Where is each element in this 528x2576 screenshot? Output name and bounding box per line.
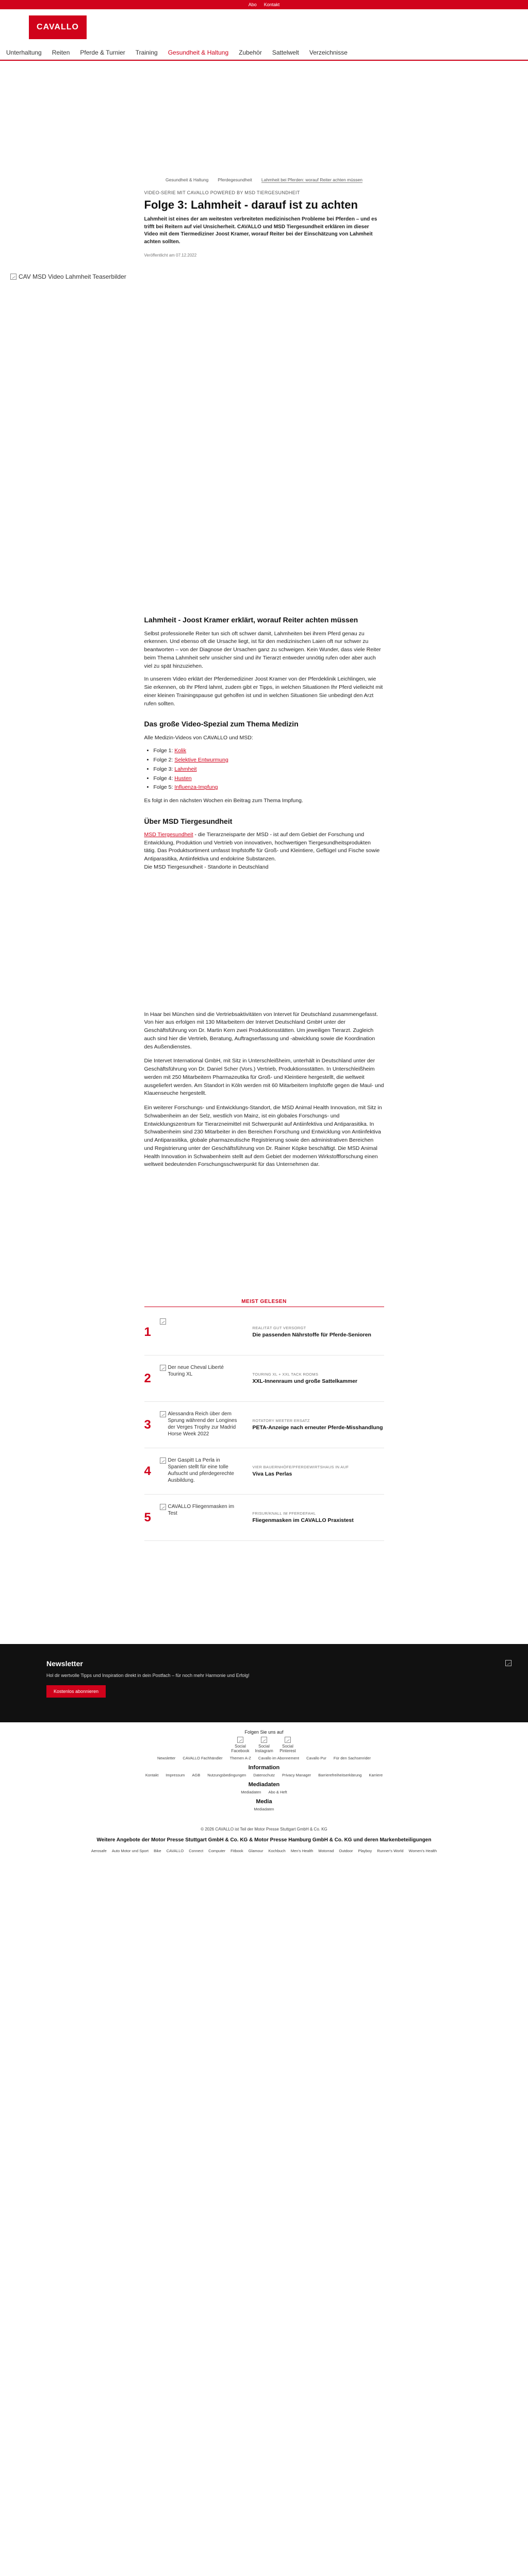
paragraph: MSD Tiergesundheit - die Tierarzneisparte der MSD - ist auf dem Gebiet der Forschung und Entwicklung, Produktion und Vertrieb von innovativen, hochwertigen Tiergesundheitsprodukten tätig. Das Produktsortiment umfasst Impfstoffe für Groß- und Kleintiere, Geflügel und Fische sowie Antiparasitika, Antiinfektiva und endokrine Substanzen. Die MSD Tiergesundheit - Standorte in Deutschland <box>144 831 380 870</box>
footer-heading: Mediadaten <box>248 1781 280 1788</box>
most-read-item[interactable] <box>144 1309 384 1355</box>
most-read-item[interactable] <box>144 1355 384 1402</box>
episode-link[interactable]: Kolik <box>174 748 187 754</box>
brand-link[interactable]: Fitbook <box>230 1848 243 1853</box>
most-read-item[interactable] <box>144 1495 384 1541</box>
list-item: • Folge 1: Kolik <box>154 747 384 755</box>
nav-item-reiten[interactable]: Reiten <box>52 48 70 56</box>
list-item: • Folge 3: Lahmheit <box>154 766 384 774</box>
facebook-icon[interactable]: Social Facebook <box>234 1737 246 1753</box>
thumbnail[interactable]: Alessandra Reich über dem Sprung während der Longines der Verges Trophy zur Madrid Horse Week 2022 <box>160 1411 237 1439</box>
footer-link[interactable]: Kontakt <box>145 1772 159 1777</box>
section-title: Über MSD Tiergesundheit <box>144 817 233 825</box>
topbar <box>0 0 528 9</box>
footer-heading: Information <box>248 1764 280 1771</box>
nav-item-pferde-turnier[interactable]: Pferde & Turnier <box>80 48 125 56</box>
episode-link[interactable]: Influenza-Impfung <box>174 784 218 791</box>
brand-link[interactable]: Aerosafe <box>91 1848 107 1853</box>
brand-link[interactable]: Outdoor <box>339 1848 353 1853</box>
rank-number: 5 <box>144 1510 151 1524</box>
episode-link[interactable]: Husten <box>174 775 192 782</box>
main-nav <box>0 45 528 60</box>
nav-item-unterhaltung[interactable]: Unterhaltung <box>6 48 42 56</box>
brand-link[interactable]: Kochbuch <box>268 1848 286 1853</box>
rank-number: 4 <box>144 1464 151 1478</box>
brand-link[interactable]: Motorrad <box>318 1848 334 1853</box>
paragraph: Selbst professionelle Reiter tun sich oft schwer damit, Lahmheiten bei ihrem Pferd genau zu erkennen. Und ebenso oft die Ursache liegt, ist für den medizinischen Laien oft nur schwer zu beantworten – von der Diagnose der Ursachen ganz zu schweigen. Kein Wunder, dass viele Reiter beim Thema Lahmheit sehr unsicher sind und ihr Tierarzt entweder unnötig rufen oder aber auch viel zu spät hinzuziehen. <box>144 630 381 669</box>
episode-link[interactable]: Lahmheit <box>174 766 197 772</box>
hero-alt-text: CAV MSD Video Lahmheit Teaserbilder <box>19 273 126 281</box>
footer-information-links <box>0 1773 528 1777</box>
most-read <box>144 1299 384 1541</box>
paragraph: Alle Medizin-Videos von CAVALLO und MSD: <box>144 734 253 741</box>
item-kicker: REALITÄT GUT VERSORGT <box>252 1325 306 1330</box>
article-date: Veröffentlicht am 07.12.2022 <box>144 253 197 258</box>
footer-link[interactable]: Barrierefreiheitserklärung <box>318 1772 362 1777</box>
footer-link[interactable]: Nutzungsbedingungen <box>207 1772 246 1777</box>
broken-image-icon <box>160 1458 166 1464</box>
footer-mediadaten-links <box>0 1790 528 1794</box>
list-item: • Folge 5: Influenza-Impfung <box>154 784 384 792</box>
further-offers-title: Weitere Angebote der Motor Presse Stuttgart GmbH & Co. KG & Motor Presse Hamburg GmbH & Co. KG und deren Markenbeteiligungen <box>96 1837 432 1843</box>
footer-link[interactable]: Privacy Manager <box>282 1772 311 1777</box>
article-teaser: Lahmheit ist eines der am weitesten verbreiteten medizinischen Probleme bei Pferden – und es trifft bei Reitern auf viel Unsicherheit. CAVALLO und MSD Tiergesundheit erklären im dieser Video mit dem Tiermediziner Joost Kramer, worauf Reiter bei der Einschätzung von Lahmheit achten sollten. <box>144 216 377 245</box>
footer-media-links <box>0 1807 528 1811</box>
nav-item-sattelwelt[interactable]: Sattelwelt <box>272 48 299 56</box>
nav-item-verzeichnisse[interactable]: Verzeichnisse <box>309 48 348 56</box>
social-label: Folgen Sie uns auf <box>244 1730 284 1735</box>
topbar-link-kontakt[interactable]: Kontakt <box>263 2 280 7</box>
item-headline[interactable]: PETA-Anzeige nach erneuter Pferde-Misshandlung <box>252 1424 383 1431</box>
item-headline[interactable]: Viva Las Perlas <box>252 1470 292 1477</box>
newsletter-box <box>0 1644 528 1722</box>
item-headline[interactable]: XXL-Innenraum und große Sattelkammer <box>252 1378 358 1384</box>
item-kicker: TOURING XL + XXL TACK ROOMS <box>252 1371 319 1377</box>
item-kicker: FRISUR/KNALL IM PFERDEFAHL <box>252 1511 316 1516</box>
ad-slot-mid <box>0 877 528 1011</box>
nav-item-zubehoer[interactable]: Zubehör <box>239 48 262 56</box>
breadcrumb-current: Lahmheit bei Pferden: worauf Reiter achten müssen <box>261 177 362 182</box>
most-read-title: MEIST GELESEN <box>144 1299 384 1309</box>
footer-link[interactable]: Cavallo im Abonnement <box>258 1755 300 1760</box>
brand-link[interactable]: Women's Health <box>408 1848 437 1853</box>
article-headline: Folge 3: Lahmheit - darauf ist zu achten <box>144 198 358 211</box>
nav-item-gesundheit[interactable]: Gesundheit & Haltung <box>168 48 229 56</box>
footer-link[interactable]: AGB <box>192 1772 201 1777</box>
footer-link[interactable]: Karriere <box>369 1772 383 1777</box>
paragraph: In unserem Video erklärt der Pferdemediziner Joost Kramer von der Pferdeklinik Leichlingen, wie Sie erkennen, ob Ihr Pferd lahmt, zudem gibt er Tipps, in welchen Situationen Ihr Pferd vielleicht mit einer kleinen Trainingspause gut geholfen ist und in welchen Situationen Sie unbedingt den Arzt rufen sollten. <box>144 676 383 707</box>
episode-list <box>154 747 384 792</box>
rank-number: 3 <box>144 1417 151 1432</box>
rank-number: 2 <box>144 1371 151 1385</box>
newsletter-subscribe-button[interactable]: Kostenlos abonnieren <box>46 1685 106 1698</box>
rank-number: 1 <box>144 1325 151 1339</box>
nav-item-training[interactable]: Training <box>135 48 158 56</box>
broken-image-icon <box>160 1504 166 1510</box>
footer-link[interactable]: Mediadaten <box>241 1789 261 1794</box>
page-bottom-space <box>0 1854 528 2576</box>
msd-link[interactable]: MSD Tiergesundheit <box>144 831 193 838</box>
hero-video[interactable] <box>0 273 528 603</box>
footer-link[interactable]: Für den Sachsenrider <box>333 1755 371 1760</box>
item-headline[interactable]: Fliegenmasken im CAVALLO Praxistest <box>252 1517 354 1523</box>
paragraph: Ein weiterer Forschungs- und Entwicklungs-Standort, die MSD Animal Health Innovation, mit Sitz in Schwabenheim an der Selz, westlich von Mainz, ist ein globales Forschungs- und Entwicklungszentrum für Tierarzneimittel mit Schwerpunkt auf Antiinfektiva und Antiparasitika. In Schwabenheim sind 230 Mitarbeiter in den Bereichen Forschung und Entwicklung von Antiinfektiva und Antiparasitika, globale pharmazeutische Registrierung sowie den administrativen Bereichen und Registrierung unter der Geschäftsführung von Dr. Rainer Köpke beschäftigt. Die MSD Animal Health Innovation in Schwabenheim stellt auf dem Gebiet der modernen Wirkstoffforschung einen weltweit bedeutenden Forschungsschwerpunkt für das Unternehmen dar. <box>144 1105 382 1168</box>
footer-link[interactable]: Abo & Heft <box>268 1789 287 1794</box>
hero-image-placeholder <box>10 273 126 280</box>
copyright: © 2026 CAVALLO ist Teil der Motor Presse Stuttgart GmbH & Co. KG <box>201 1826 327 1832</box>
footer-link[interactable]: Newsletter <box>157 1755 176 1760</box>
site-header <box>0 9 528 45</box>
brand-link[interactable]: CAVALLO <box>166 1848 184 1853</box>
list-item: • Folge 4: Husten <box>154 775 384 783</box>
article-body <box>144 615 384 871</box>
breadcrumb-item[interactable]: Gesundheit & Haltung <box>166 177 209 182</box>
list-item: • Folge 2: Selektive Entwurmung <box>154 756 384 765</box>
further-offers-links <box>32 1848 496 1854</box>
pinterest-icon[interactable]: Social Pinterest <box>282 1737 294 1753</box>
brand-link[interactable]: Connect <box>189 1848 204 1853</box>
thumbnail[interactable]: CAVALLO Fliegenmasken im Test <box>160 1503 237 1532</box>
most-read-item[interactable] <box>144 1448 384 1495</box>
footer-link[interactable]: Cavallo Pur <box>306 1755 326 1760</box>
paragraph: Es folgt in den nächsten Wochen ein Beitrag zum Thema Impfung. <box>144 798 303 804</box>
item-kicker: ROTATORY MEETER ERSATZ <box>252 1418 310 1423</box>
thumbnail[interactable]: Der Gaspitt La Perla in Spanien stellt für eine tolle Aufsucht und pferdegerechte Ausbildung. <box>160 1457 237 1486</box>
broken-image-icon <box>10 274 16 280</box>
footer-link[interactable]: CAVALLO Fachhändler <box>183 1755 223 1760</box>
topbar-link-abo[interactable]: Abo <box>248 2 257 7</box>
brand-link[interactable]: Playboy <box>358 1848 372 1853</box>
thumbnail[interactable] <box>160 1318 237 1347</box>
section-title: Das große Video-Spezial zum Thema Medizin <box>144 720 299 728</box>
broken-image-icon <box>160 1318 166 1325</box>
company-info <box>144 1011 384 1170</box>
instagram-icon[interactable]: Social Instagram <box>258 1737 270 1753</box>
footer-heading: Media <box>256 1798 272 1805</box>
brand-link[interactable]: Computer <box>208 1848 226 1853</box>
site-footer <box>0 1722 528 1854</box>
footer-angebote-links <box>0 1756 528 1760</box>
brand-link[interactable]: Auto Motor und Sport <box>111 1848 149 1853</box>
footer-link[interactable]: Themen A-Z <box>229 1755 251 1760</box>
footer-link[interactable]: Mediadaten <box>254 1806 274 1811</box>
broken-image-icon <box>160 1411 166 1417</box>
broken-image-icon <box>505 1660 512 1666</box>
paragraph: Die Intervet International GmbH, mit Sitz in Unterschleißheim, unterhält in Deutschland unter der Geschäftsführung von Dr. Daniel Scher (Vors.) Vertrieb, Produktionsstätten. In Unterschleißheim werden mit 250 Mitarbeitern Pharmazeutika für Groß- und Kleintiere hergestellt, die weltweit ausgeliefert werden. Am Standort in Köln werden mit 60 Mitarbeitern Impfstoffe gegen die Maul- und Klauenseuche hergestellt. <box>144 1058 384 1097</box>
most-read-item[interactable] <box>144 1402 384 1448</box>
ad-slot-top <box>0 61 528 174</box>
newsletter-text: Hol dir wertvolle Tipps und Inspiration direkt in dein Postfach – für noch mehr Harmonie und Erfolg! <box>46 1673 250 1679</box>
ad-slot-bottom <box>0 1541 528 1644</box>
brand-link[interactable]: Men's Health <box>290 1848 314 1853</box>
section-title: Lahmheit - Joost Kramer erklärt, worauf Reiter achten müssen <box>144 616 358 624</box>
social-links <box>0 1737 528 1753</box>
brand-link[interactable]: Bike <box>154 1848 161 1853</box>
site-logo[interactable]: CAVALLO <box>29 15 87 39</box>
broken-image-icon <box>160 1365 166 1371</box>
paragraph: In Haar bei München sind die Vertriebsaktivitäten von Intervet für Deutschland zusammengefasst. Von hier aus erfolgen mit 130 Mitarbeitern der Intervet Deutschland GmbH unter der Geschäftsführung von Dr. Martin Kern zwei Produktionsstätten. Um jeweiligen Tierarzt. Zugleich auch sind hier die Vertrieb, Beratung, Auftragserfassung und -abwicklung sowie die Koordination des Außendienstes. <box>144 1011 378 1050</box>
breadcrumb-item[interactable]: Pferdegesundheit <box>218 177 252 182</box>
breadcrumb <box>0 174 528 187</box>
footer-link[interactable]: Datenschutz <box>253 1772 275 1777</box>
item-headline[interactable]: Die passenden Nährstoffe für Pferde-Senioren <box>252 1331 371 1338</box>
ad-slot-mid-2 <box>0 1175 528 1299</box>
article <box>144 190 384 258</box>
brand-link[interactable]: Runner's World <box>377 1848 404 1853</box>
newsletter-image <box>505 1659 517 1670</box>
item-kicker: VIER BAUERNHÖFE/PFERDEWIRTSHAUS IN AUF <box>252 1464 349 1469</box>
article-kicker: VIDEO-SERIE MIT CAVALLO POWERED BY MSD TIERGESUNDHEIT <box>144 190 300 195</box>
episode-link[interactable]: Selektive Entwurmung <box>174 757 228 764</box>
footer-link[interactable]: Impressum <box>166 1772 185 1777</box>
thumbnail[interactable]: Der neue Cheval Liberté Touring XL <box>160 1364 237 1393</box>
brand-link[interactable]: Glamour <box>248 1848 263 1853</box>
newsletter-title: Newsletter <box>46 1659 83 1668</box>
